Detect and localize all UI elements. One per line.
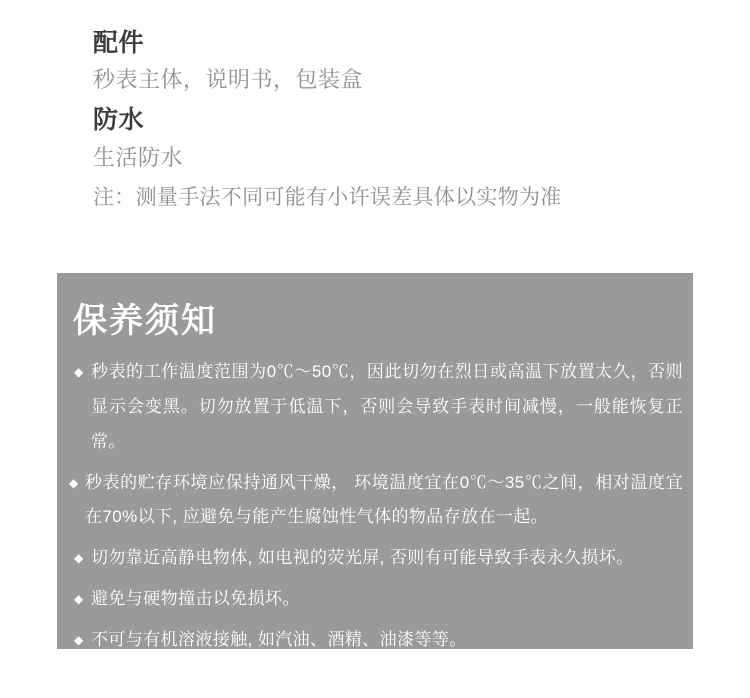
list-item — [67, 541, 683, 576]
care-heading: 保养须知 — [73, 302, 217, 340]
specification-block — [93, 25, 693, 213]
list-item — [67, 355, 683, 460]
waterproof-title: 防水 — [93, 106, 145, 135]
list-item-text: 秒表的贮存环境应保持通风干燥， 环境温度宜在0℃～35℃之间，相对温度宜在70%以下, 应避免与能产生腐蚀性气体的物品存放在一起。 — [85, 472, 683, 527]
list-item — [67, 582, 683, 617]
list-item — [67, 623, 683, 658]
bullet-icon: ◆ — [74, 592, 84, 607]
list-item-text: 切勿靠近高静电物体, 如电视的荧光屏, 否则有可能导致手表永久损坏。 — [91, 548, 634, 568]
accessories-title: 配件 — [93, 29, 145, 57]
bullet-icon: ◆ — [74, 365, 84, 379]
bullet-icon: ◆ — [74, 632, 84, 647]
bullet-icon: ◆ — [69, 475, 79, 490]
list-item-text: 避免与硬物撞击以免损坏。 — [91, 589, 300, 609]
care-instructions-panel — [57, 273, 693, 649]
accessories-text: 秒表主体，说明书，包装盒 — [93, 67, 364, 93]
bullet-icon: ◆ — [74, 551, 84, 566]
measurement-note: 注：测量手法不同可能有小许误差具体以实物为准 — [93, 185, 562, 209]
list-item-text: 不可与有机溶液接触, 如汽油、酒精、油漆等等。 — [91, 629, 467, 649]
list-item-text: 秒表的工作温度范围为0℃～50℃，因此切勿在烈日或高温下放置太久，否则显示会变黑。切勿放置于低温下，否则会导致手表时间减慢，一般能恢复正常。 — [91, 362, 683, 451]
care-list — [67, 355, 683, 664]
list-item — [67, 466, 683, 536]
waterproof-text: 生活防水 — [93, 144, 184, 170]
